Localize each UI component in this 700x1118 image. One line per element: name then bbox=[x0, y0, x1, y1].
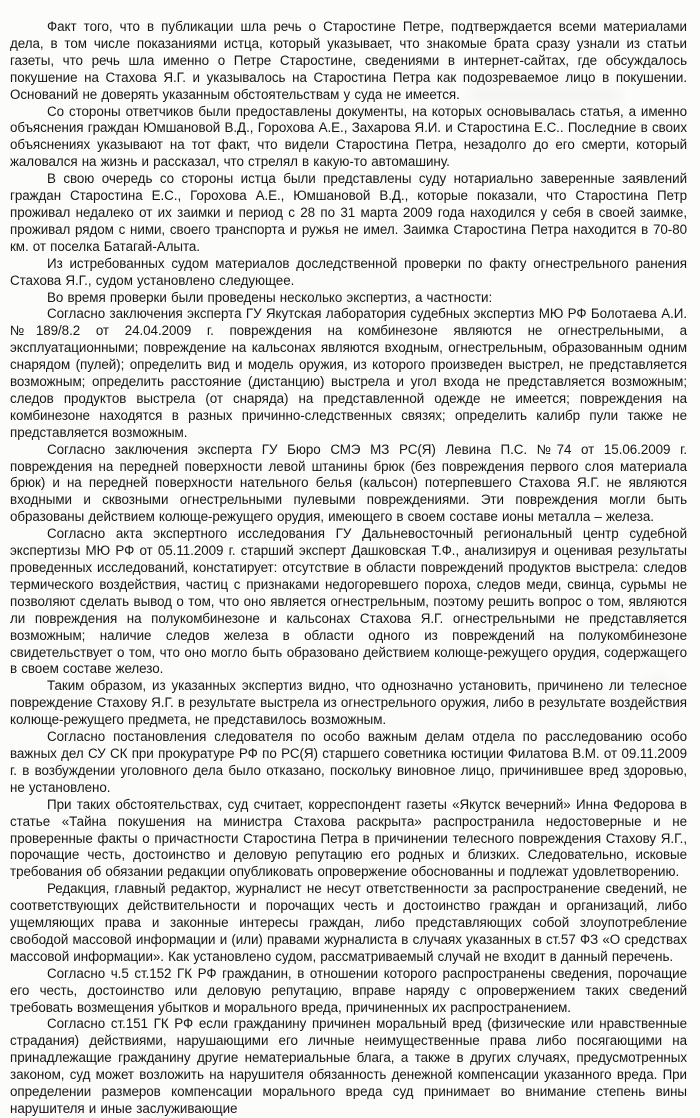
paragraph: Согласно постановления следователя по особо важным делам отдела по расследованию особо важных дел СУ СК при прокуратуре РФ по РС(Я) старшего советника юстиции Филатова В.М. от 09.11.2009 г. в возбуждении уголовного дела было отказано, поскольку виновное лицо, причинившее вред здоровью, не установлено. bbox=[10, 729, 687, 795]
paragraph: Редакция, главный редактор, журналист не несут ответственности за распространение сведений, не соответствующих действительности и порочащих честь и достоинство граждан и организаций, либо ущемляющих права и законные интересы граждан, либо представляющих собой злоупотребление свободой массовой информации и (или) правами журналиста в случаях указанных в ст.57 ФЗ «О средствах массовой информации». Как установлено судом, рассматриваемый случай не входит в данный перечень. bbox=[10, 881, 687, 964]
paragraph: В свою очередь со стороны истца были представлены суду нотариально заверенные заявлений граждан Старостина Е.С., Горохова А.Е., Юмшановой В.Д., которые показали, что Старостина Петр проживал недалеко от их заимки и период с 28 по 31 марта 2009 года находился у себя в своей заимке, проживал рядом с ними, своего транспорта и ружья не имел. Заимка Старостина Петра находится в 70-80 км. от поселка Батагай-Алыта. bbox=[10, 171, 687, 254]
paragraph: Согласно заключения эксперта ГУ Якутская лаборатория судебных экспертиз МЮ РФ Болотаева А.И. №189/8.2 от 24.04.2009 г. повреждения на комбинезоне являются не огнестрельными, а эксплуатационными; повреждение на кальсонах являются входным, огнестрельным, образованным одним снарядом (пулей); определить вид и модель оружия, из которого произведен выстрел, не представляется возможным; определить расстояние (дистанцию) выстрела и угол входа не представляется возможным; следов продуктов выстрела (от снаряда) на представленной одежде не имеется; повреждения на комбинезоне находятся в разных причинно-следственных связях; определить калибр пули также не представляется возможным. bbox=[10, 306, 687, 440]
paragraph: Факт того, что в публикации шла речь о Старостине Петре, подтверждается всеми материалами дела, в том числе показаниями истца, который указывает, что знакомые брата сразу узнали из статьи газеты, что речь шла именно о Петре Старостине, сведениями в интернет-сайтах, где обсуждалось покушение на Стахова Я.Г. и указывалось на Старостина Петра как подозреваемое лицо в покушении. Оснований не доверять указанным обстоятельствам у суда не имеется. bbox=[10, 19, 687, 102]
paragraph: Во время проверки были проведены несколько экспертиз, а частности: bbox=[47, 289, 493, 305]
paragraph: Таким образом, из указанных экспертиз видно, что однозначно установить, причинено ли телесное повреждение Стахову Я.Г. в результате выстрела из огнестрельного оружия, либо в результате воздействия колюще-режущего предмета, не представилось возможным. bbox=[10, 678, 687, 728]
paragraph: Со стороны ответчиков были предоставлены документы, на которых основывалась статья, а именно объяснения граждан Юмшановой В.Д., Горохова А.Е., Захарова Я.И. и Старостина Е.С.. Последние в своих объяснениях указывают на тот факт, что видели Старостина Петра, незадолго до его смерти, который жаловался на жизнь и рассказал, что стрелял в какую-то автомашину. bbox=[10, 103, 687, 170]
paragraph: Согласно заключения эксперта ГУ Бюро СМЭ МЗ РС(Я) Левина П.С. №74 от 15.06.2009 г. повреждения на передней поверхности левой штанины брюк (без повреждения первого слоя материала брюк) и на передней поверхности нательного белья (кальсон) потерпевшего Стахова Я.Г. не являются входными и сквозными огнестрельными пулевыми повреждениями. Эти повреждения могли быть образованы действием колюще-режущего орудия, имеющего в своем составе ионы металла – железа. bbox=[10, 441, 687, 525]
paragraph: Согласно акта экспертного исследования ГУ Дальневосточный региональный центр судебной экспертизы МЮ РФ от 05.11.2009 г. старший эксперт Дашковская Т.Ф., анализируя и оценивая результаты проведенных исследований, констатирует: отсутствие в области повреждений продуктов выстрела: следов термического воздействия, частиц с признаками недогоревшего пороха, следов меди, свинца, сурьмы не позволяют сделать вывод о том, что оно является огнестрельным, поэтому решить вопрос о том, являются ли повреждения на полукомбинезоне и кальсонах Стахова Я.Г. огнестрельными не представляется возможным; наличие следов железа в области одного из повреждений на полукомбинезоне свидетельствует о том, что оно могло быть образовано действием колюще-режущего орудия, содержащего в своем составе железо. bbox=[10, 526, 687, 677]
paragraph: При таких обстоятельствах, суд считает, корреспондент газеты «Якутск вечерний» Инна Федорова в статье «Тайна покушения на министра Стахова раскрыта» распространила недостоверные и не проверенные факты о причастности Старостина Петра в причинении телесного повреждения Стахову Я.Г., порочащие честь, достоинство и деловую репутацию его родных и близких. Следовательно, исковые требования об обязании редакции опубликовать опровержение обоснованны и подлежат удовлетворению. bbox=[10, 796, 687, 880]
paragraph: Согласно ч.5 ст.152 ГК РФ гражданин, в отношении которого распространены сведения, порочащие его честь, достоинство или деловую репутацию, вправе наряду с опровержением таких сведений требовать возмещения убытков и морального вреда, причиненных их распространением. bbox=[10, 965, 687, 1015]
paragraph: Из истребованных судом материалов доследственной проверки по факту огнестрельного ранения Стахова Я.Г., судом установлено следующее. bbox=[10, 255, 687, 288]
paragraph: Согласно ст.151 ГК РФ если гражданину причинен моральный вред (физические или нравственные страдания) действиями, нарушающими его личные неимущественные права либо посягающими на принадлежащие гражданину другие нематериальные блага, а также в других случаях, предусмотренных законом, суд может возложить на нарушителя обязанность денежной компенсации указанного вреда. При определении размеров компенсации морального вреда суд принимает во внимание степень вины нарушителя и иные заслуживающие bbox=[10, 1016, 687, 1116]
